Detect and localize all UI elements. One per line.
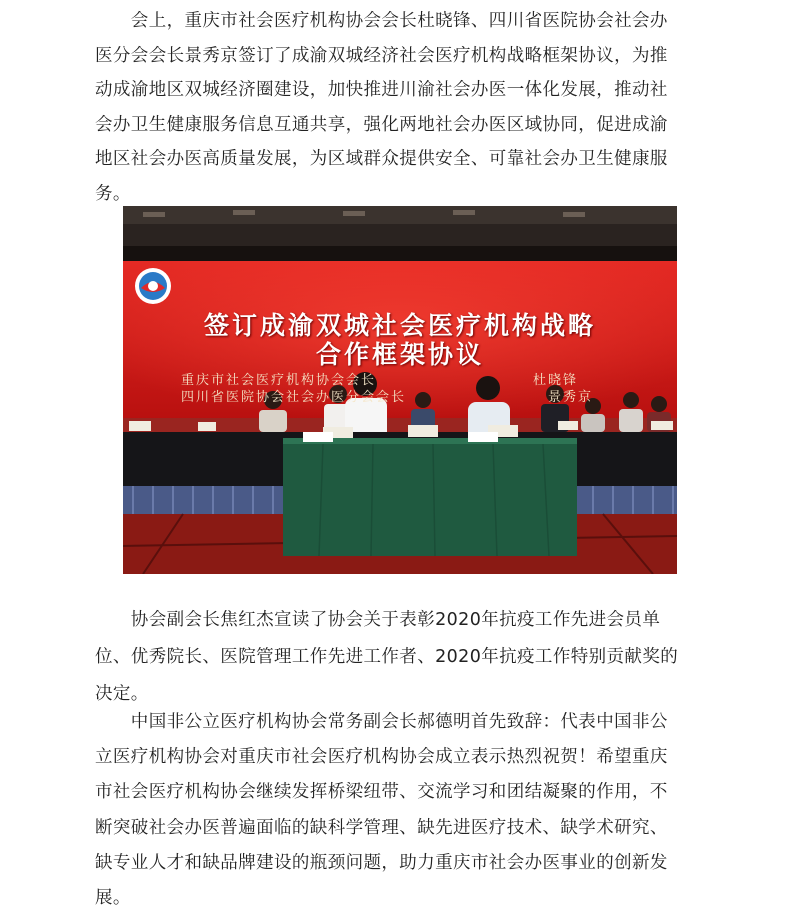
- signing-ceremony-photo: [123, 206, 677, 574]
- banner-subtitle-line1: 重庆市社会医疗机构协会会长: [181, 373, 377, 388]
- text-line: 医分会会长景秀京签订了成渝双城经济社会医疗机构战略框架协议，为推: [95, 45, 668, 66]
- text-line: 会办卫生健康服务信息互通共享，强化两地社会办医区域协同，促进成渝: [95, 114, 668, 135]
- text-line: 决定。: [95, 684, 149, 704]
- green-signing-table: [283, 438, 577, 556]
- text-line: 缺专业人才和缺品牌建设的瓶颈问题，助力重庆市社会办医事业的创新发: [95, 852, 668, 873]
- text-line: 务。: [95, 183, 131, 204]
- text-line: 立医疗机构协会对重庆市社会医疗机构协会成立表示热烈祝贺！希望重庆: [95, 747, 668, 768]
- paragraph-speech: [95, 705, 695, 916]
- banner-title-line2: 合作框架协议: [315, 340, 484, 369]
- banner-name-1: 杜晓锋: [533, 373, 579, 388]
- text-line: 协会副会长焦红杰宣读了协会关于表彰2020年抗疫工作先进会员单: [95, 610, 661, 630]
- text-line: 中国非公立医疗机构协会常务副会长郝德明首先致辞：代表中国非公: [95, 712, 668, 732]
- text-line: 展。: [95, 888, 131, 909]
- text-line: 市社会医疗机构协会继续发挥桥梁纽带、交流学习和团结凝聚的作用，不: [95, 782, 668, 803]
- banner-name-2: 景秀京: [548, 390, 594, 405]
- text-line: 地区社会办医高质量发展，为区域群众提供安全、可靠社会办卫生健康服: [95, 149, 668, 170]
- banner-title-line1: 签订成渝双城社会医疗机构战略: [203, 311, 596, 340]
- association-logo-icon: [135, 268, 171, 304]
- text-line: 位、优秀院长、医院管理工作先进工作者、2020年抗疫工作特别贡献奖的: [95, 647, 679, 667]
- text-line: 会上，重庆市社会医疗机构协会会长杜晓锋、四川省医院协会社会办: [95, 11, 668, 31]
- paragraph-signing: [95, 4, 695, 212]
- text-line: 动成渝地区双城经济圈建设，加快推进川渝社会办医一体化发展，推动社: [95, 80, 668, 101]
- banner-subtitle-line2: 四川省医院协会社会办医分会会长: [181, 390, 407, 405]
- text-line: 断突破社会办医普遍面临的缺科学管理、缺先进医疗技术、缺学术研究、: [95, 817, 668, 838]
- paragraph-commendation: [95, 602, 695, 713]
